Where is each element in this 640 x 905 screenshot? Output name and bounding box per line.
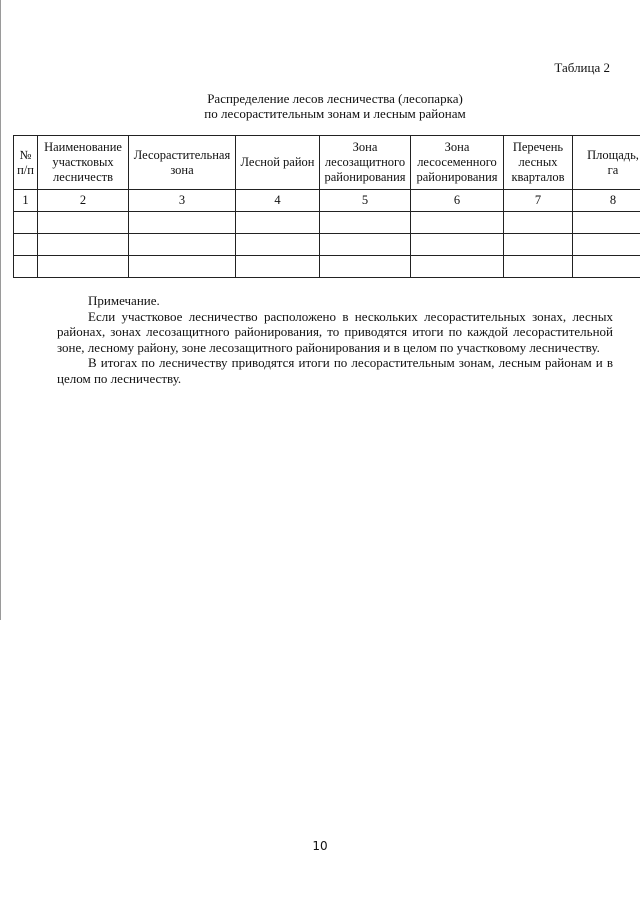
table-cell xyxy=(236,212,320,234)
table-cell xyxy=(129,212,236,234)
title-line-2: по лесорастительным зонам и лесным районам xyxy=(204,106,466,121)
table-cell xyxy=(236,256,320,278)
column-number: 4 xyxy=(236,190,320,212)
table-row xyxy=(14,256,640,278)
table-title xyxy=(0,91,640,121)
table-cell xyxy=(320,256,411,278)
table-cell xyxy=(38,212,129,234)
header-seed-zone: Зона лесосеменного районирования xyxy=(411,136,504,190)
column-number: 8 xyxy=(573,190,640,212)
table-cell xyxy=(129,234,236,256)
header-area: Площадь, га xyxy=(573,136,640,190)
header-protection-zone: Зона лесозащитного районирования xyxy=(320,136,411,190)
note-heading: Примечание. xyxy=(88,293,160,308)
note-block xyxy=(57,293,613,386)
table-cell xyxy=(411,234,504,256)
note-paragraph-1: Если участковое лесничество расположено в нескольких лесорастительных зонах, лесных районах, зонах лесозащитного районирования, то приводятся итоги по каждой лесорастительной зоне, лесному району, зоне лесозащитного районирования и в целом по участковому лесничеству. xyxy=(57,308,613,355)
column-number: 7 xyxy=(504,190,573,212)
header-number: № п/п xyxy=(14,136,38,190)
table-cell xyxy=(14,256,38,278)
table-cell xyxy=(504,234,573,256)
table-row xyxy=(14,234,640,256)
table-cell xyxy=(573,256,640,278)
table-cell xyxy=(14,212,38,234)
table-cell xyxy=(504,212,573,234)
header-quarters-list: Перечень лесных кварталов xyxy=(504,136,573,190)
column-number: 6 xyxy=(411,190,504,212)
table-cell xyxy=(38,234,129,256)
column-number: 2 xyxy=(38,190,129,212)
table-row xyxy=(14,212,640,234)
column-number-row xyxy=(14,190,640,212)
column-number: 1 xyxy=(14,190,38,212)
table-cell xyxy=(38,256,129,278)
header-row xyxy=(14,136,640,190)
page-number: 10 xyxy=(312,839,328,853)
table-cell xyxy=(573,234,640,256)
header-forest-district: Лесной район xyxy=(236,136,320,190)
table-cell xyxy=(14,234,38,256)
table-cell xyxy=(236,234,320,256)
table-cell xyxy=(320,212,411,234)
header-forestry-name: Наименование участковых лесничеств xyxy=(38,136,129,190)
column-number: 5 xyxy=(320,190,411,212)
table-cell xyxy=(411,212,504,234)
table-cell xyxy=(573,212,640,234)
table-cell xyxy=(129,256,236,278)
table-cell xyxy=(320,234,411,256)
note-paragraph-2: В итогах по лесничеству приводятся итоги по лесорастительным зонам, лесным районам и в целом по лесничеству. xyxy=(57,355,613,386)
header-forest-zone: Лесорастительная зона xyxy=(129,136,236,190)
title-line-1: Распределение лесов лесничества (лесопарка) xyxy=(207,91,463,106)
table-label: Таблица 2 xyxy=(554,60,610,75)
table-cell xyxy=(411,256,504,278)
column-number: 3 xyxy=(129,190,236,212)
distribution-table xyxy=(13,135,640,278)
table-cell xyxy=(504,256,573,278)
